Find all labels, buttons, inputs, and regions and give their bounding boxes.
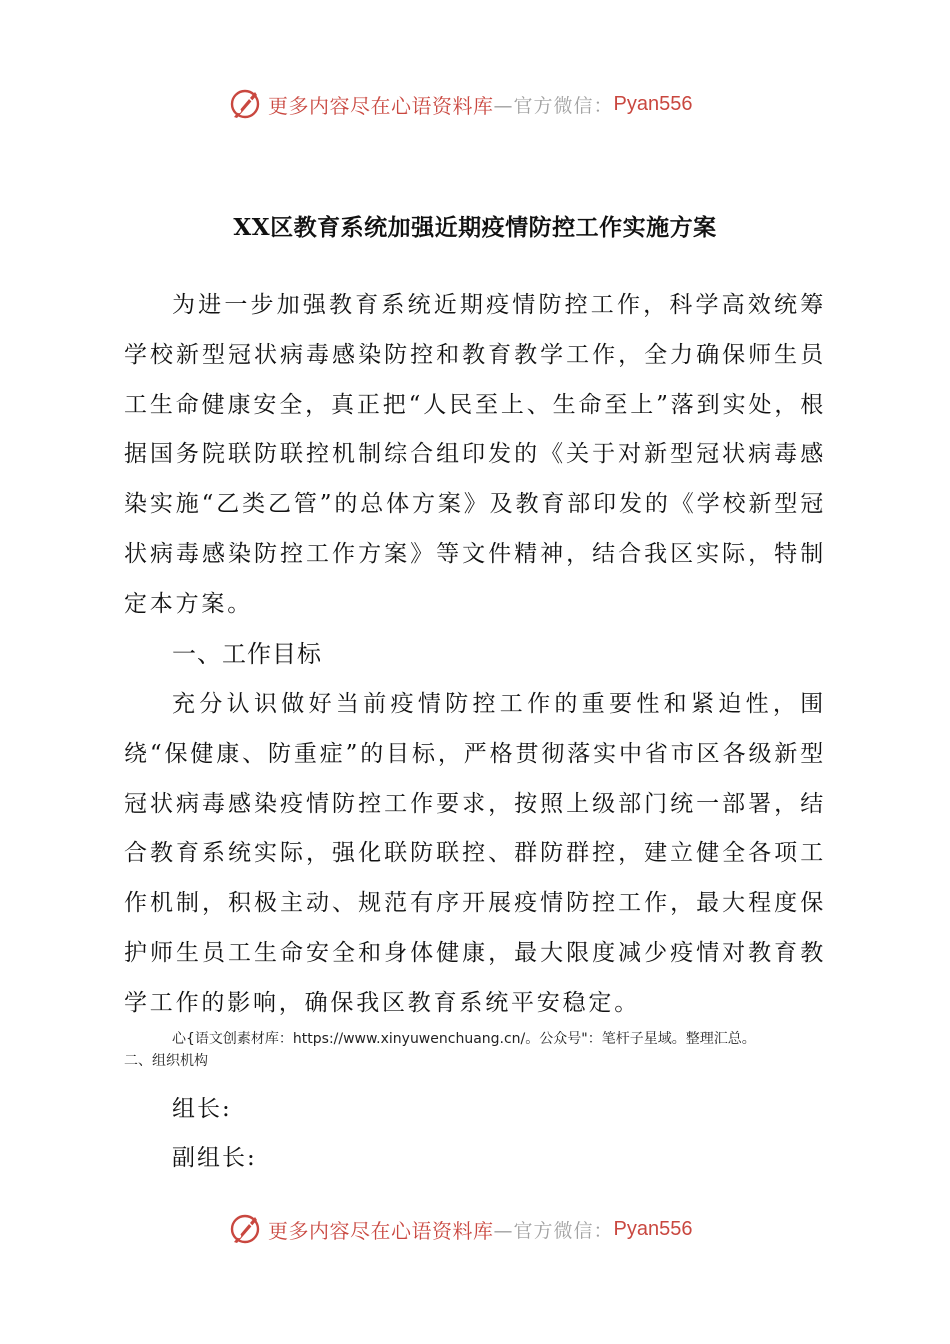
banner-wechat-id: Pyan556 <box>613 1217 693 1240</box>
quill-logo-icon <box>228 87 262 121</box>
footer-banner <box>228 1211 692 1247</box>
document-title: XX区教育系统加强近期疫情防控工作实施方案 <box>233 214 717 241</box>
quill-logo-icon <box>228 1212 262 1246</box>
source-note <box>124 1028 844 1072</box>
banner-site-name: 更多内容尽在心语资料库 <box>268 93 494 118</box>
section-heading-organization: 二、组织机构 <box>124 1053 208 1069</box>
banner-wechat-label: —官方微信： <box>493 94 614 117</box>
leader-field: 组长: <box>172 1096 232 1122</box>
banner-wechat-id: Pyan556 <box>613 92 693 115</box>
banner-site-name: 更多内容尽在心语资料库 <box>268 1218 494 1243</box>
section-heading-goals: 一、工作目标 <box>172 640 322 668</box>
goals-paragraph: 充分认识做好当前疫情防控工作的重要性和紧迫性，围绕“保健康、防重症”的目标，严格贯彻落实中省市区各级新型冠状病毒感染疫情防控工作要求，按照上级部门统一部署，结合教育系统实际，强化联防联控、群防群控，建立健全各项工作机制，积极主动、规范有序开展疫情防控工作，最大程度保护师生员工生命安全和身体健康，最大限度减少疫情对教育教学工作的影响，确保我区教育系统平安稳定。 <box>124 691 826 1016</box>
source-note-line: 心{语文创素材库：https://www.xinyuwenchuang.cn/。公众号"：笔杆子星域。整理汇总。 <box>172 1031 756 1047</box>
intro-paragraph: 为进一步加强教育系统近期疫情防控工作，科学高效统筹学校新型冠状病毒感染防控和教育教学工作，全力确保师生员工生命健康安全，真正把“人民至上、生命至上”落到实处，根据国务院联防联控机制综合组印发的《关于对新型冠状病毒感染实施“乙类乙管”的总体方案》及教育部印发的《学校新型冠状病毒感染防控工作方案》等文件精神，结合我区实际，特制定本方案。 <box>124 292 826 617</box>
deputy-leader-field: 副组长: <box>172 1145 257 1171</box>
banner-wechat-label: —官方微信： <box>493 1219 614 1242</box>
header-banner <box>228 86 692 122</box>
